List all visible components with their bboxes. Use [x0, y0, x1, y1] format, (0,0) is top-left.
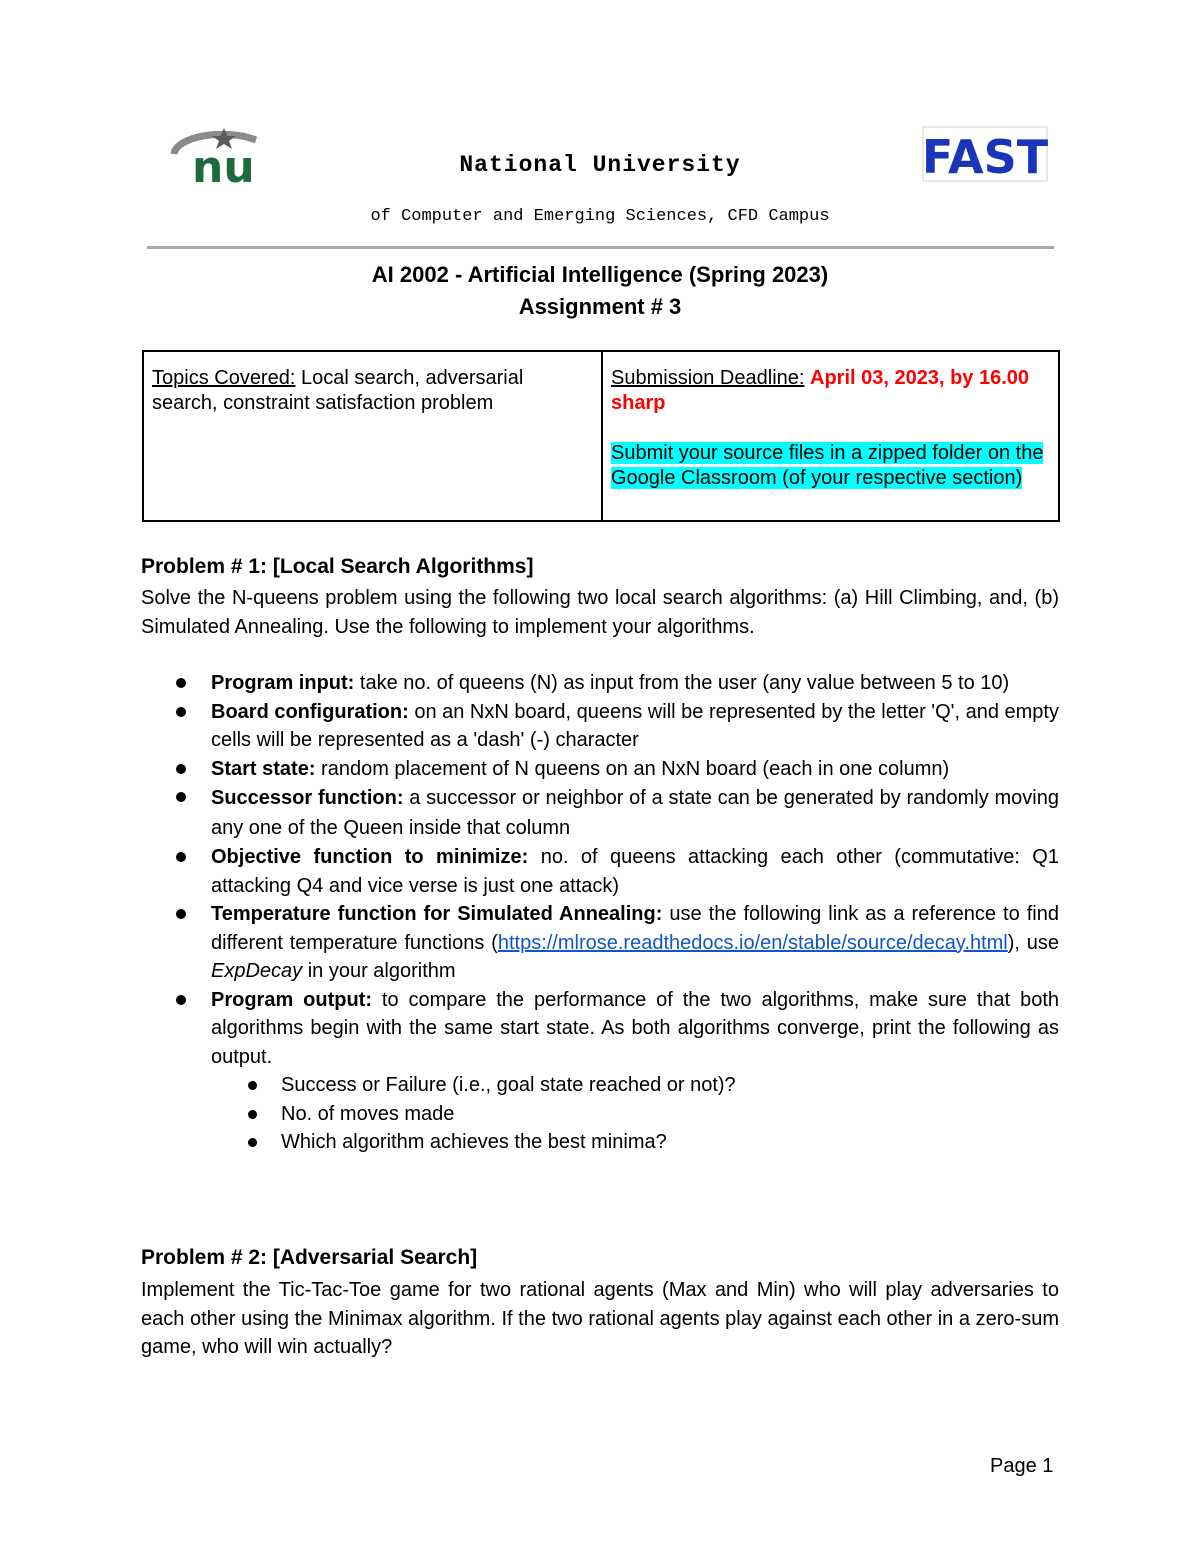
decay-link[interactable]: https://mlrose.readthedocs.io/en/stable/source/decay.html: [497, 931, 1008, 954]
list-item: Board configuration: on an NxN board, queens will be represented by the letter 'Q', and empty cells will be represented as a 'dash' (-) character: [141, 698, 1059, 755]
bullet-icon: [176, 909, 186, 919]
list-item: Successor function: a successor or neighbor of a state can be generated by randomly moving any one of the Queen inside that column: [141, 783, 1059, 843]
bullet-icon: [248, 1081, 257, 1090]
problem1-intro: Solve the N-queens problem using the following two local search algorithms: (a) Hill Climbing, and, (b) Simulated Annealing. Use the following to implement your algorithms.: [141, 587, 1059, 638]
list-item: Start state: random placement of N queens on an NxN board (each in one column): [141, 755, 1059, 784]
list-item: Temperature function for Simulated Annealing: use the following link as a reference to find different temperature functions (https://mlrose.readthedocs.io/en/stable/source/decay.html), use ExpDecay in your algorithm: [141, 900, 1059, 986]
university-subtitle: of Computer and Emerging Sciences, CFD Campus: [370, 207, 830, 226]
sub-list-item: Which algorithm achieves the best minima?: [141, 1128, 1059, 1157]
topics-label: Topics Covered:: [152, 367, 296, 389]
bullet-icon: [248, 1138, 257, 1147]
deadline-cell: [603, 352, 1058, 520]
sub-list-item: No. of moves made: [141, 1100, 1059, 1129]
svg-text:nu: nu: [192, 142, 255, 190]
problem1-bullets: [141, 669, 1059, 1157]
problem1-heading: Problem # 1: [Local Search Algorithms]: [141, 555, 534, 578]
svg-text:FAST: FAST: [922, 130, 1048, 182]
list-item: Program output: to compare the performance of the two algorithms, make sure that both algorithms begin with the same start state. As both algorithms converge, print the following as output.: [141, 986, 1059, 1072]
list-item: Program input: take no. of queens (N) as input from the user (any value between 5 to 10): [141, 669, 1059, 698]
topics-text: Local search, adversarial search, constraint satisfaction problem: [152, 367, 524, 414]
bullet-icon: [176, 764, 186, 774]
submit-note: Submit your source files in a zipped folder on the Google Classroom (of your respective section): [611, 442, 1044, 489]
sub-list-item: Success or Failure (i.e., goal state reached or not)?: [141, 1071, 1059, 1100]
list-item: Objective function to minimize: no. of queens attacking each other (commutative: Q1 attacking Q4 and vice verse is just one attack): [141, 843, 1059, 900]
deadline-label: Submission Deadline:: [611, 367, 805, 389]
assignment-title: Assignment # 3: [518, 294, 682, 319]
bullet-icon: [176, 678, 186, 688]
bullet-icon: [248, 1110, 257, 1119]
header-divider: [147, 246, 1054, 249]
course-title: AI 2002 - Artificial Intelligence (Spring 2023): [371, 262, 829, 287]
deadline-value: April 03, 2023, by 16.00 sharp: [611, 367, 1030, 414]
bullet-icon: [176, 852, 186, 862]
bullet-icon: [176, 995, 186, 1005]
problem2-heading: Problem # 2: [Adversarial Search]: [141, 1246, 478, 1269]
university-name: National University: [459, 152, 741, 178]
info-table: [142, 350, 1060, 522]
topics-cell: [144, 352, 603, 520]
bullet-icon: [176, 792, 186, 802]
problem2-text: Implement the Tic-Tac-Toe game for two rational agents (Max and Min) who will play adversaries to each other using the Minimax algorithm. If the two rational agents play against each other in a zero-sum game, who will win actually?: [141, 1279, 1059, 1358]
bullet-icon: [176, 707, 186, 717]
page-number: Page 1: [990, 1455, 1054, 1477]
